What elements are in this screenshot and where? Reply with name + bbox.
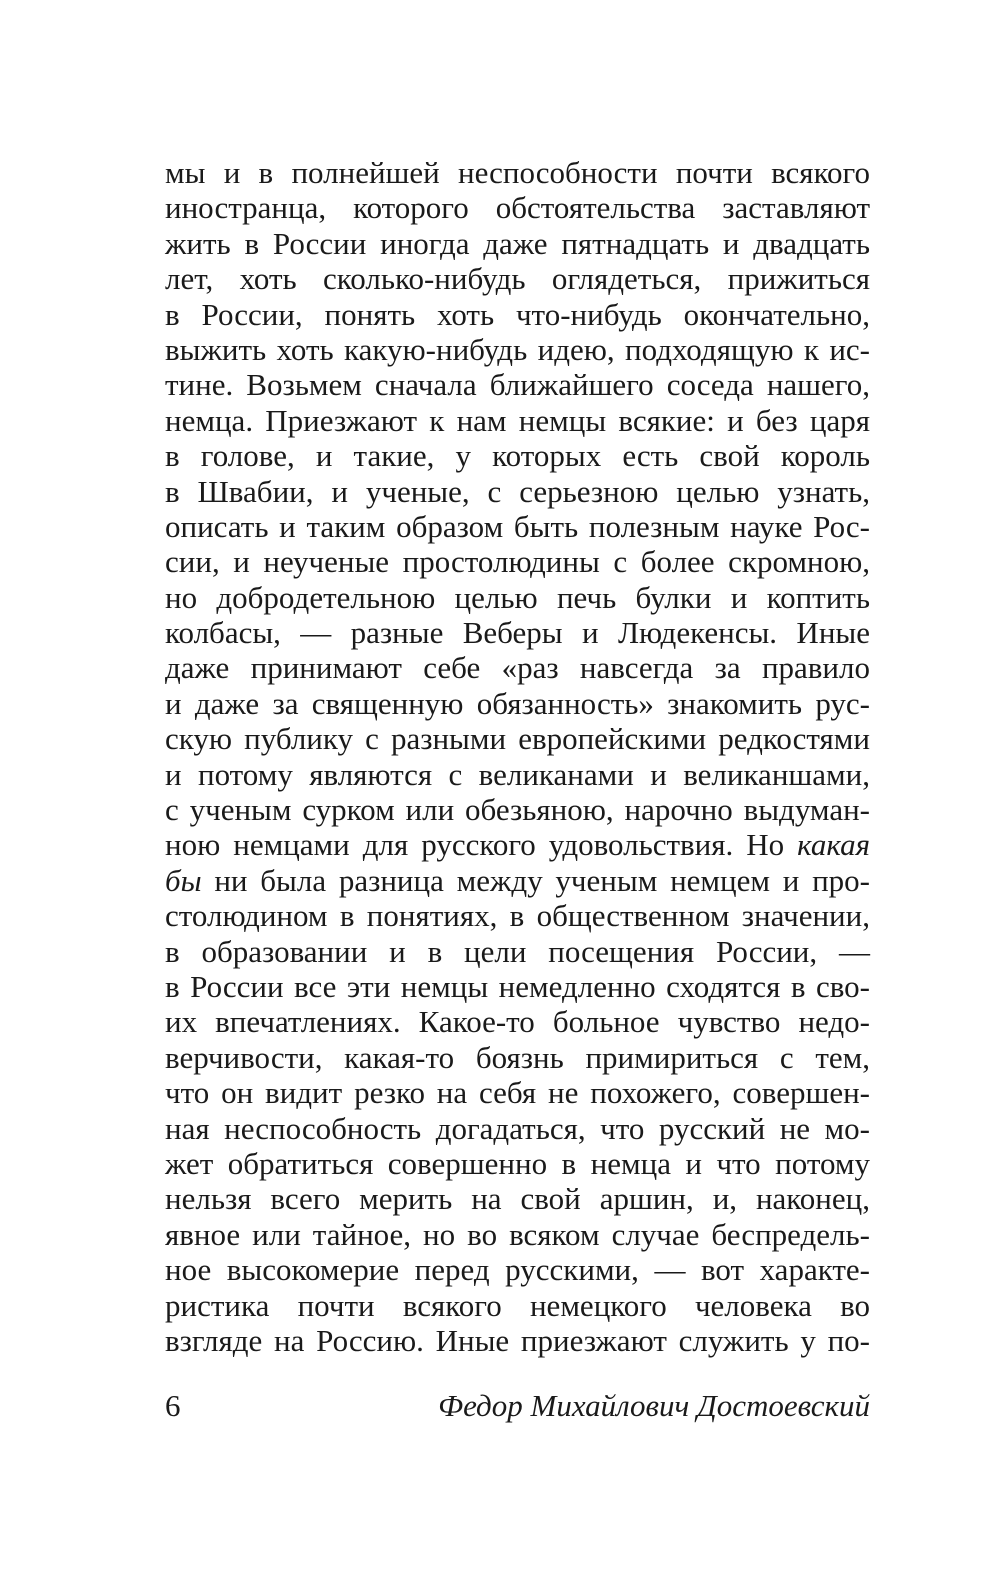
italic-text: какая <box>797 827 870 863</box>
text-line <box>165 757 870 792</box>
text-line <box>165 367 870 402</box>
line-text: и даже за священную обязанность» знакомить рус- <box>165 685 870 721</box>
line-text: с ученым сурком или обезьяною, нарочно выдуман- <box>165 792 870 828</box>
line-text: явное или тайное, но во всяком случае беспредель- <box>165 1216 870 1252</box>
line-text: лет, хоть сколько-нибудь оглядеться, прижиться <box>165 261 870 297</box>
line-text: их впечатлениях. Какое-то больное чувство недо- <box>165 1004 870 1040</box>
text-line <box>165 544 870 579</box>
line-text: в образовании и в цели посещения России, — <box>165 933 870 969</box>
text-line <box>165 403 870 438</box>
text-line <box>165 1040 870 1075</box>
line-text: жить в России иногда даже пятнадцать и двадцать <box>165 225 870 261</box>
line-text: немца. Приезжают к нам немцы всякие: и без царя <box>165 402 870 438</box>
line-text: скую публику с разными европейскими редкостями <box>165 721 870 757</box>
text-line <box>165 332 870 367</box>
text-line <box>165 1146 870 1181</box>
line-text: нельзя всего мерить на свой аршин, и, наконец, <box>165 1181 870 1217</box>
text-line <box>165 261 870 296</box>
line-text: ною немцами для русского удовольствия. Но <box>165 827 798 863</box>
line-text: в Швабии, и ученые, с серьезною целью узнать, <box>165 473 870 509</box>
line-text: ристика почти всякого немецкого человека во <box>165 1287 870 1323</box>
line-text: тине. Возьмем сначала ближайшего соседа нашего, <box>165 367 870 403</box>
line-text: что он видит резко на себя не похожего, совершен- <box>165 1075 870 1111</box>
text-line <box>165 1111 870 1146</box>
line-text: в голове, и такие, у которых есть свой король <box>165 438 870 474</box>
line-text: но добродетельною целью печь булки и коптить <box>165 579 870 615</box>
text-line <box>165 1181 870 1216</box>
text-line <box>165 155 870 190</box>
line-text: выжить хоть какую-нибудь идею, подходящую к ис- <box>165 331 870 367</box>
text-line <box>165 438 870 473</box>
text-line <box>165 934 870 969</box>
text-line <box>165 969 870 1004</box>
line-text: столюдином в понятиях, в общественном значении, <box>165 898 870 934</box>
text-line <box>165 827 870 862</box>
text-line <box>165 1252 870 1287</box>
text-line <box>165 1004 870 1039</box>
body-text <box>165 155 870 1358</box>
text-line <box>165 297 870 332</box>
line-text: ное высокомерие перед русскими, — вот характе- <box>165 1252 870 1288</box>
text-line <box>165 474 870 509</box>
text-line <box>165 1075 870 1110</box>
text-line <box>165 1323 870 1358</box>
line-text: иностранца, которого обстоятельства заставляют <box>165 190 870 226</box>
text-line <box>165 721 870 756</box>
text-line <box>165 1217 870 1252</box>
line-text: ни была разница между ученым немцем и про- <box>201 862 870 898</box>
line-text: взгляде на Россию. Иные приезжают служить у по- <box>165 1322 870 1358</box>
line-text: и потому являются с великанами и великаншами, <box>165 756 870 792</box>
line-text: верчивости, какая-то боязнь примириться с тем, <box>165 1039 870 1075</box>
italic-text: бы <box>165 862 202 898</box>
text-line <box>165 686 870 721</box>
line-text: мы и в полнейшей неспособности почти всякого <box>165 155 870 190</box>
page-footer <box>165 1386 870 1426</box>
line-text: сии, и неученые простолюдины с более скромною, <box>165 544 870 580</box>
text-line <box>165 792 870 827</box>
text-line <box>165 509 870 544</box>
text-line <box>165 190 870 225</box>
text-line <box>165 650 870 685</box>
text-line <box>165 1288 870 1323</box>
line-text: жет обратиться совершенно в немца и что потому <box>165 1145 870 1181</box>
line-text: колбасы, — разные Веберы и Людекенсы. Иные <box>165 615 870 651</box>
text-line <box>165 615 870 650</box>
line-text: описать и таким образом быть полезным науке Рос- <box>165 508 870 544</box>
text-line <box>165 226 870 261</box>
line-text: даже принимают себе «раз навсегда за правило <box>165 650 870 686</box>
text-line <box>165 863 870 898</box>
line-text: ная неспособность догадаться, что русский не мо- <box>165 1110 870 1146</box>
page-number: 6 <box>165 1388 181 1423</box>
line-text: в России все эти немцы немедленно сходятся в сво- <box>165 968 870 1004</box>
text-line <box>165 580 870 615</box>
line-text: в России, понять хоть что-нибудь окончательно, <box>165 296 870 332</box>
running-title: Федор Михайлович Достоевский <box>438 1388 870 1423</box>
text-line <box>165 898 870 933</box>
